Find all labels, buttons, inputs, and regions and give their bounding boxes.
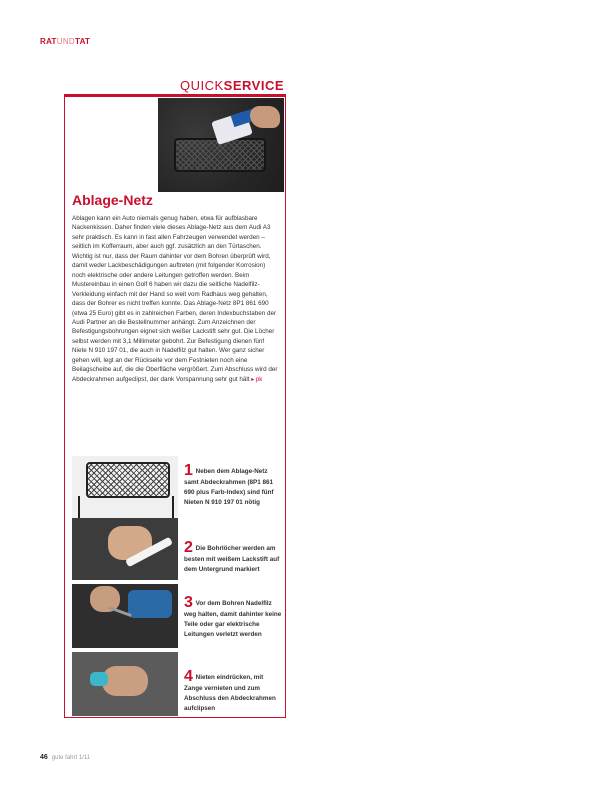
drill-image (128, 590, 172, 618)
article-heading: Ablage-Netz (72, 192, 153, 208)
article-box-top-rule (64, 94, 286, 96)
publication-name: gute fahrt 1/11 (51, 755, 91, 761)
step-2-photo-marking-pen (72, 518, 178, 580)
page-number: 46 (40, 754, 48, 761)
section-tag-part2: UND (56, 37, 75, 46)
net-image (86, 462, 170, 498)
page-footer (40, 754, 90, 761)
step-number: 4 (184, 668, 193, 685)
step-3-photo-drilling (72, 584, 178, 648)
section-tag-part1: RAT (40, 37, 57, 46)
quickservice-title-bold: SERVICE (223, 78, 285, 93)
step-4-photo-riveting (72, 652, 178, 716)
quickservice-title-light: QUICK (180, 78, 224, 93)
step-2-caption (184, 541, 282, 575)
article-end-mark: ▸ pk (251, 376, 263, 383)
step-1-caption (184, 464, 282, 507)
step-text: Neben dem Ablage-Netz samt Abdeckrahmen (8P1 861 690 plus Farb-Index) sind fünf Nieten N 910 197 01 nötig (184, 468, 274, 506)
step-text: Nieten eindrücken, mit Zange vernieten und zum Abschluss den Abdeckrahmen aufclipsen (184, 674, 276, 712)
article-body-text: Ablagen kann ein Auto niemals genug haben, etwa für aufblasbare Nackenkissen. Daher finden viele dieses Ablage-Netz aus dem Audi A3 sehr praktisch. Es kann in fast allen Fahrzeugen verwendet werden – seitlich im Kofferraum, aber auch ggf. zusätzlich an den Türtaschen. Wichtig ist nur, dass der Raum dahinter vor dem Bohren überprüft wird, damit weder Lackbeschädigungen auftreten (mit folgender Korrosion) noch elektrische oder andere Leitungen getroffen werden. Beim Mustereinbau in einen Golf 6 haben wir dazu die seitliche Nadelfilz-Verkleidung einfach mit der Hand so weit vom Radhaus weg gehalten, dass der Bohrer es nicht treffen konnte. Das Ablage-Netz 8P1 861 690 (etwa 25 Euro) gibt es in zahlreichen Farben, deren Indexbuchstaben der Audi Partner an die Bestellnummer anhängt. Zum Anzeichnen der Befestigungsbohrungen eignet sich weißer Lackstift sehr gut. Die Löcher selbst werden mit 3,1 Millimeter gebohrt. Zur Befestigung dienen fünf Niete N 910 197 01, die auch in Nadelfilz gut halten. Wer ganz sicher gehen will, legt an der Rückseite vor dem Festnieten noch eine Beilagscheibe auf, die die Oberfläche vergrößert. Zum Abschluss wird der Abdeckrahmen aufgeclipst, der dank Vorspannung sehr gut hält (72, 215, 278, 383)
step-3-caption (184, 596, 282, 639)
step-4-caption (184, 670, 282, 713)
article-body (72, 214, 280, 385)
hero-photo-net-in-trunk (158, 98, 284, 192)
step-text: Die Bohrlöcher werden am besten mit weißem Lackstift auf dem Untergrund markiert (184, 545, 280, 573)
rivet-tool-image (90, 672, 108, 686)
hand-image (102, 666, 148, 696)
step-number: 3 (184, 594, 193, 611)
step-number: 1 (184, 462, 193, 479)
step-text: Vor dem Bohren Nadelfilz weg halten, damit dahinter keine Teile oder gar elektrische Leitungen verletzt werden (184, 600, 282, 638)
hand-image (250, 106, 280, 128)
step-number: 2 (184, 539, 193, 556)
quickservice-title (180, 78, 284, 93)
section-tag (40, 37, 90, 46)
section-tag-part3: TAT (74, 37, 91, 46)
